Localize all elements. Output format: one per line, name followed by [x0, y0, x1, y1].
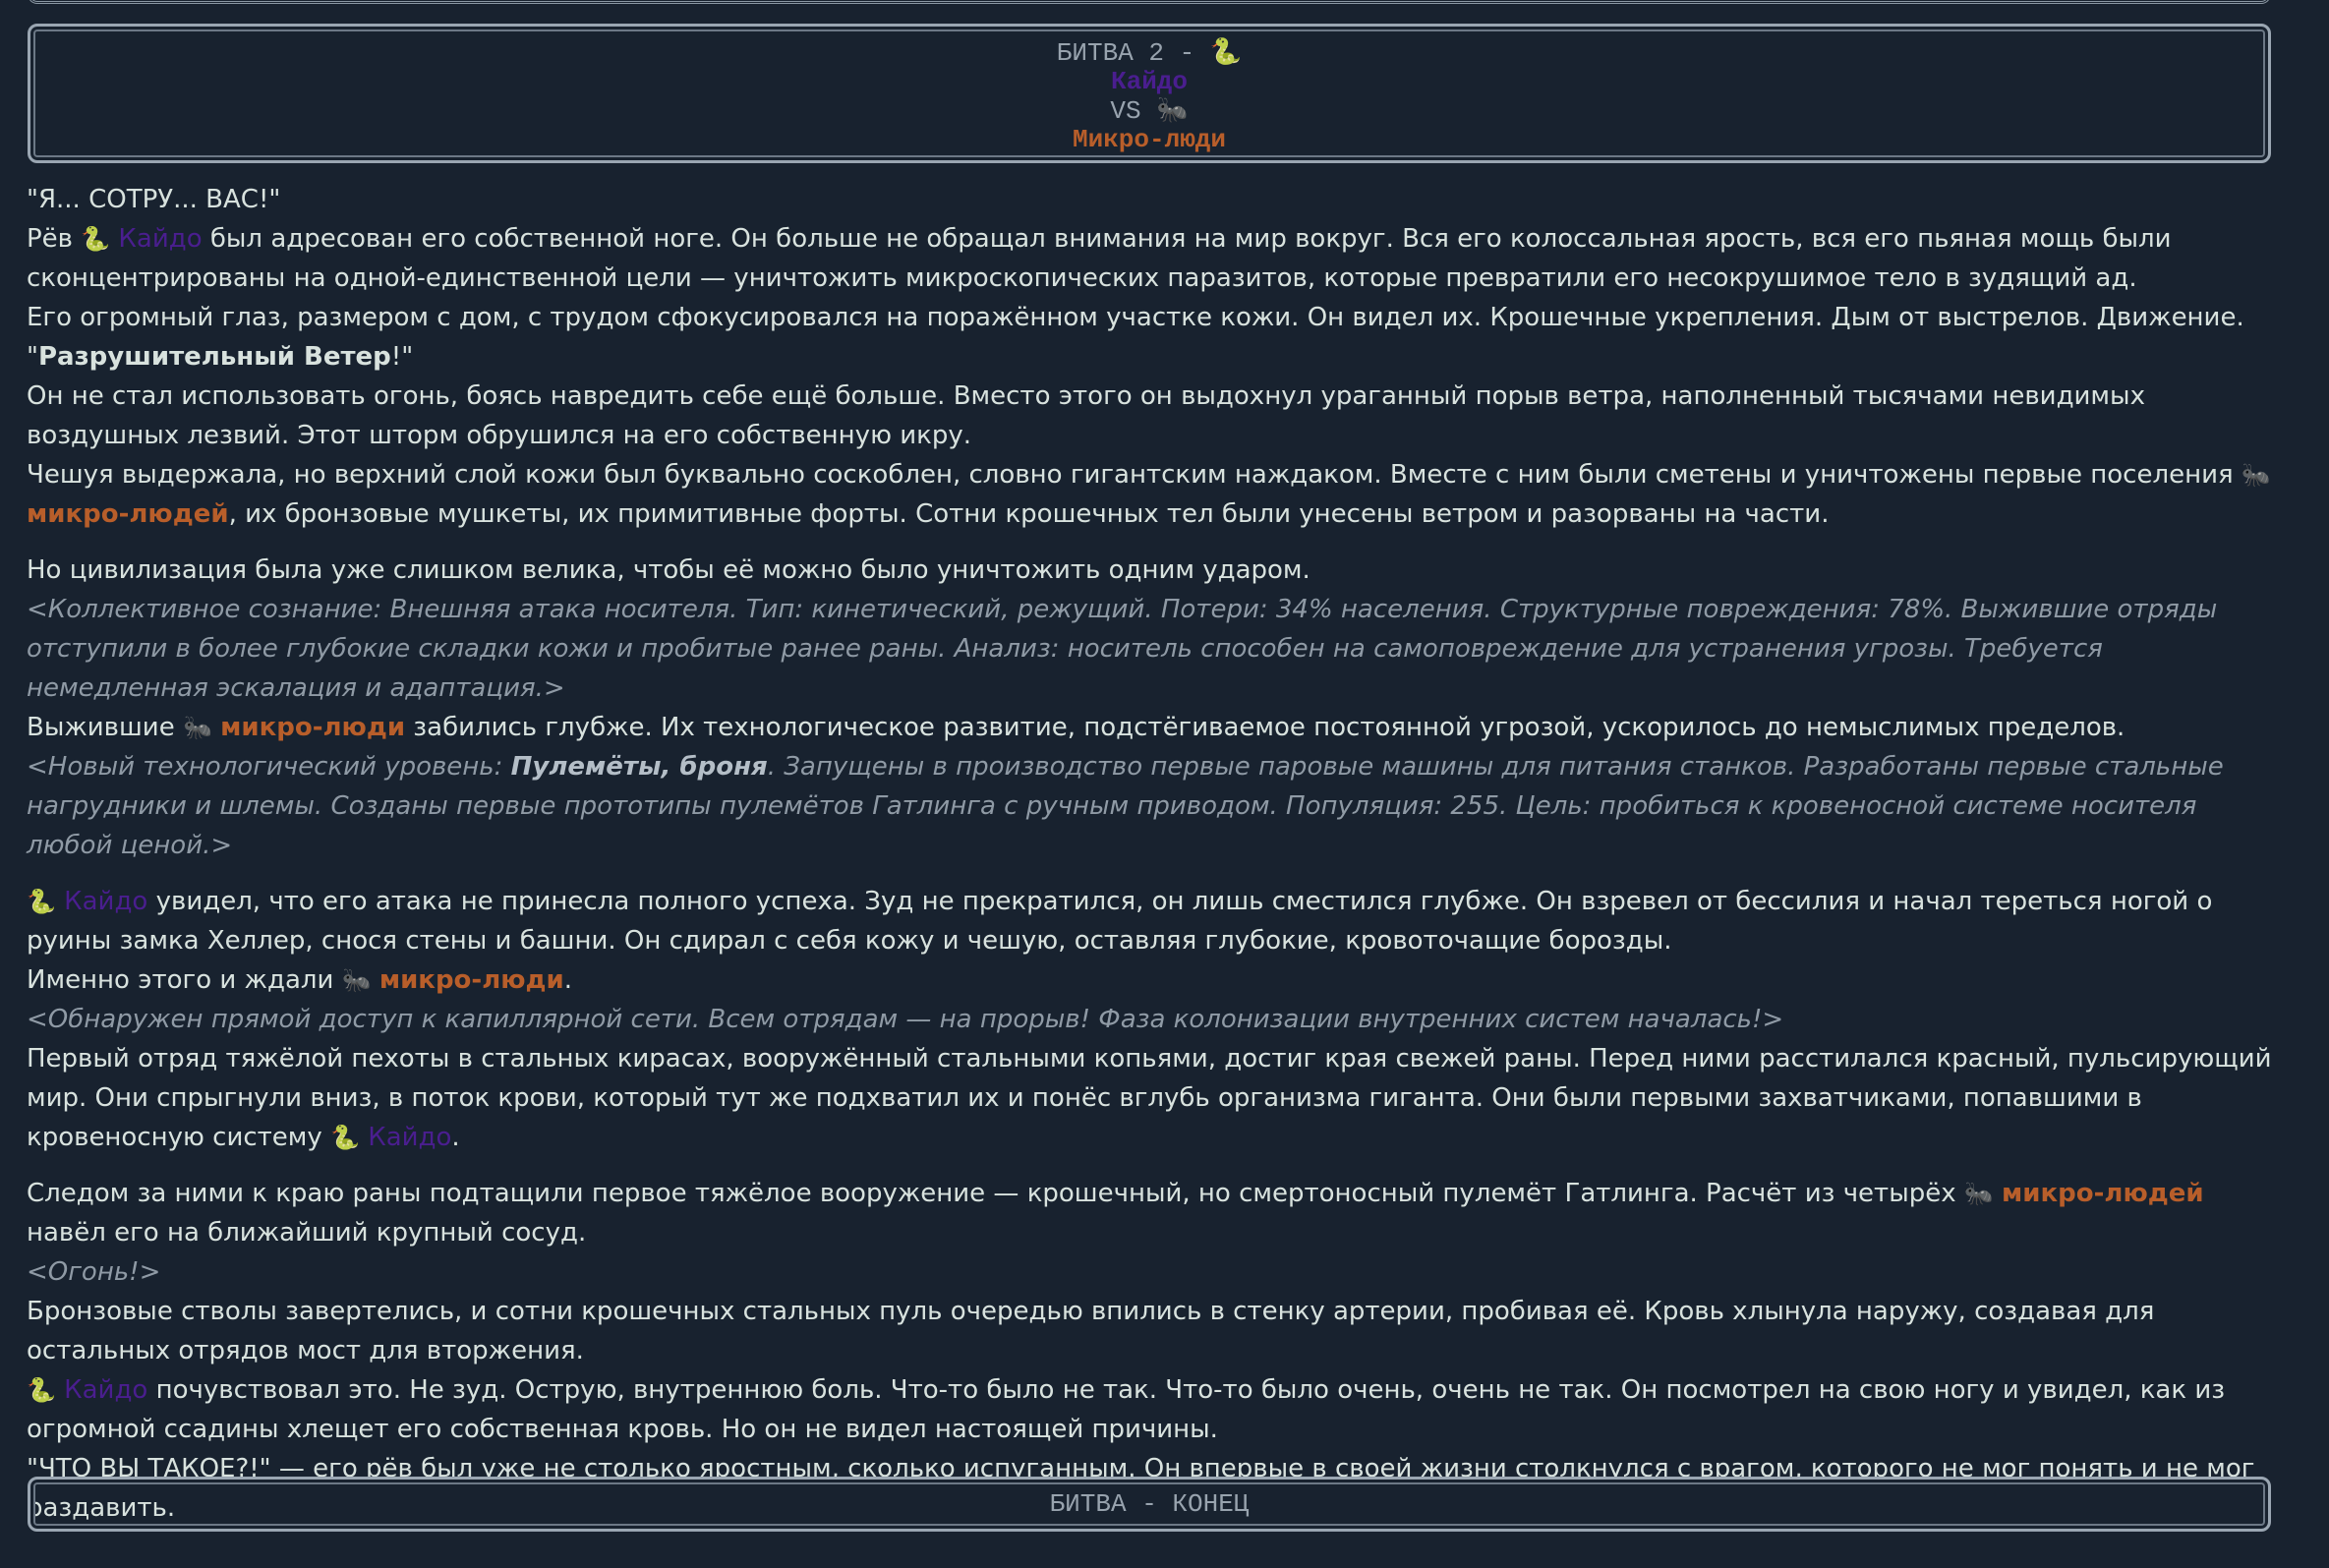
story-text-fragment: забились глубже. Их технологическое развитие, подстёгиваемое постоянной угрозой, ускорилось до немыслимых пределов. — [405, 713, 2125, 742]
story-text-fragment: . — [451, 1123, 460, 1152]
story-text-fragment: <Новый технологический уровень: — [27, 752, 511, 782]
story-paragraph: Но цивилизация была уже слишком велика, чтобы её можно было уничтожить одним ударом. — [27, 555, 1310, 585]
story-text-fragment: " — [27, 342, 38, 372]
kaido-name: Кайдо — [64, 1375, 148, 1405]
story-paragraph — [27, 1174, 2278, 1252]
micro-people-name: микро-люди — [378, 965, 564, 995]
story-text-fragment: Выжившие — [27, 713, 183, 742]
paragraph-gap — [27, 1157, 2278, 1174]
fighter1-name: Кайдо — [1110, 67, 1188, 96]
tech-level-name: Пулемёты, броня — [510, 752, 768, 782]
kaido-name: Кайдо — [118, 224, 203, 254]
story-paragraph — [27, 337, 2278, 377]
battle-title: БИТВА 2 - — [1056, 38, 1195, 68]
technique-name: Разрушительный Ветер — [37, 342, 391, 372]
story-paragraph — [27, 455, 2278, 534]
versus-line — [30, 96, 2268, 126]
story-text-fragment: , их бронзовые мушкеты, их примитивные форты. Сотни крошечных тел были унесены ветром и разорваны на части. — [228, 499, 1830, 529]
snake-icon: 🐍 — [27, 1376, 56, 1404]
story-paragraph: Он не стал использовать огонь, боясь навредить себе ещё больше. Вместо этого он выдохнул ураганный порыв ветра, наполненный тысячами невидимых воздушных лезвий. Этот шторм обрушился на его собственную икру. — [27, 381, 2145, 450]
story-paragraph — [27, 708, 2278, 747]
system-note: <Обнаружен прямой доступ к капиллярной сети. Всем отрядам — на прорыв! Фаза колонизации внутренних систем началась!> — [27, 1005, 1784, 1034]
snake-icon: 🐍 — [81, 225, 111, 253]
micro-people-name: микро-люди — [220, 713, 406, 742]
ant-icon: 🐜 — [1963, 1180, 1994, 1207]
snake-icon: 🐍 — [330, 1124, 360, 1151]
system-note: <Коллективное сознание: Внешняя атака носителя. Тип: кинетический, режущий. Потери: 34% населения. Структурные повреждения: 78%. Выжившие отряды отступили в более глубокие складки кожи и пробитые ранее раны. Анализ: носитель способен на самоповреждение для устранения угрозы. Требуется немедленная эскалация и адаптация.> — [27, 595, 2218, 703]
story-text-fragment: . — [563, 965, 573, 995]
previous-banner-edge — [28, 0, 2271, 4]
battle-start-banner — [28, 24, 2271, 163]
kaido-name: Кайдо — [64, 887, 148, 916]
paragraph-gap — [27, 865, 2278, 882]
ant-icon: 🐜 — [2241, 461, 2271, 489]
system-note: <Огонь!> — [27, 1257, 161, 1287]
story-paragraph — [27, 219, 2278, 298]
ant-icon: 🐜 — [341, 966, 372, 994]
story-text-fragment: был адресован его собственной ноге. Он больше не обращал внимания на мир вокруг. Вся его колоссальная ярость, вся его пьяная мощь были сконцентрированы на одной-единственной цели — уничтожить микроскопических паразитов, которые превратили его несокрушимое тело в зудящий ад. — [27, 224, 2172, 293]
story-text-fragment: !" — [390, 342, 414, 372]
story-text-fragment: Чешуя выдержала, но верхний слой кожи был буквально соскоблен, словно гигантским наждаком. Вместе с ним были сметены и уничтожены первые поселения — [27, 460, 2242, 490]
story-paragraph — [27, 960, 2278, 1000]
battle-end-banner — [28, 1477, 2271, 1532]
fighter2-name: Микро-люди — [1072, 125, 1227, 154]
battle-end-label: БИТВА - КОНЕЦ — [1049, 1489, 1250, 1519]
story-text-fragment: Следом за ними к краю раны подтащили первое тяжёлое вооружение — крошечный, но смертоносный пулемёт Гатлинга. Расчёт из четырёх — [27, 1179, 1964, 1208]
kaido-name: Кайдо — [368, 1123, 452, 1152]
snake-icon: 🐍 — [1209, 37, 1243, 67]
micro-people-name: микро-людей — [27, 499, 229, 529]
story-text-fragment: почувствовал это. Не зуд. Острую, внутреннюю боль. Что-то было не так. Что-то было очень, очень не так. Он посмотрел на свою ногу и увидел, как из огромной ссадины хлещет его собственная кровь. Но он не видел настоящей причины. — [27, 1375, 2226, 1444]
story-text-fragment: . Запущены в производство первые паровые машины для питания станков. Разработаны первые стальные нагрудники и шлемы. Созданы первые прототипы пулемётов Гатлинга с ручным приводом. Популяция: 255. Цель: пробиться к кровеносной системе носителя любой ценой.> — [27, 752, 2224, 860]
story-text-fragment: навёл его на ближайший крупный сосуд. — [27, 1218, 587, 1248]
story-paragraph: "ЧТО ВЫ ТАКОЕ?!" — его рёв был уже не столько яростным, сколько испуганным. Он впервые в своей жизни столкнулся с врагом, которого не мог понять и не мог раздавить. — [27, 1454, 2255, 1523]
snake-icon: 🐍 — [27, 888, 56, 915]
story-text-fragment: Рёв — [27, 224, 82, 254]
story-text-fragment: увидел, что его атака не принесла полного успеха. Зуд не прекратился, он лишь сместился глубже. Он взревел от бессилия и начал тереться ногой о руины замка Хеллер, снося стены и башни. Он сдирал с себя кожу и чешую, оставляя глубокие, кровоточащие борозды. — [27, 887, 2213, 956]
paragraph-gap — [27, 534, 2278, 551]
story-paragraph — [27, 1039, 2278, 1157]
battle-title-line — [30, 38, 2268, 68]
ant-icon: 🐜 — [1156, 95, 1189, 125]
story-paragraph — [27, 882, 2278, 960]
system-note — [27, 747, 2278, 865]
story-paragraph — [27, 1370, 2278, 1449]
ant-icon: 🐜 — [182, 714, 212, 741]
versus-label: VS — [1110, 96, 1141, 126]
story-text-fragment: Именно этого и ждали — [27, 965, 342, 995]
story-text — [27, 180, 2278, 1528]
story-paragraph: Его огромный глаз, размером с дом, с трудом сфокусировался на поражённом участке кожи. Он видел их. Крошечные укрепления. Дым от выстрелов. Движение. — [27, 303, 2244, 332]
micro-people-name: микро-людей — [2002, 1179, 2204, 1208]
story-text-fragment: Первый отряд тяжёлой пехоты в стальных кирасах, вооружённый стальными копьями, достиг края свежей раны. Перед ними расстилался красный, пульсирующий мир. Они спрыгнули вниз, в поток крови, который тут же подхватил их и понёс вглубь организма гиганта. Они были первыми захватчиками, попавшими в кровеносную систему — [27, 1044, 2272, 1152]
story-paragraph: Бронзовые стволы завертелись, и сотни крошечных стальных пуль очередью впились в стенку артерии, пробивая её. Кровь хлынула наружу, создавая для остальных отрядов мост для вторжения. — [27, 1297, 2155, 1365]
story-paragraph: "Я... СОТРУ... ВАС!" — [27, 185, 281, 214]
